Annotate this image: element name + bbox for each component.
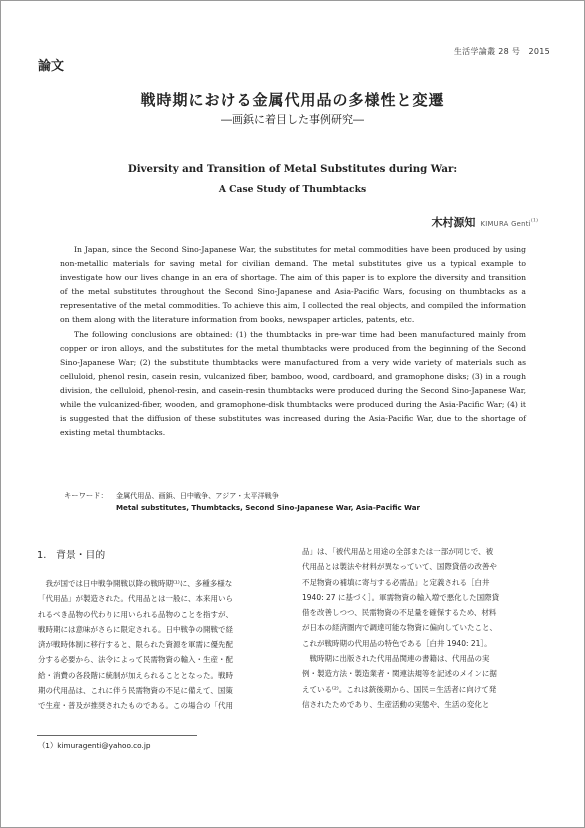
title-japanese: 戦時期における金属代用品の多様性と変遷 (140, 91, 445, 109)
body-line: えている⁽²⁾。これは銃後期から、国民＝生活者に向けて発 (302, 684, 497, 694)
subtitle-english: A Case Study of Thumbtacks (218, 184, 367, 195)
body-line: 不足物資の補填に寄与する必需品」と定義される［白井 (302, 577, 490, 587)
abstract-paragraph-1: In Japan, since the Second Sino-Japanese War, the substitutes for metal commodities have been produced by using non-metallic materials for saving metal for civilian demand. The metal substitutes give us a typical example to investigate how our lives change in an era of shortage. The aim of this paper is to explore the diversity and transition of the metal substitutes throughout the Second Sino-Japanese and Asia-Pacific Wars, focusing on thumbtacks as a representative of the metal commodities. To achieve this aim, I collected the real objects, and compiled the information on them along with the literature information from books, newspaper articles, patents, etc. (60, 245, 526, 325)
footnote: （1）kimuragenti@yahoo.co.jp (38, 741, 151, 750)
author-note-mark: (1) (530, 217, 538, 224)
body-line: これが戦時期の代用品の特色である［白井 1940: 21］。 (302, 638, 492, 648)
author-name-japanese: 木村源知 (431, 216, 476, 229)
body-line: 代用品とは製法や材料が異なっていて、国際貸借の改善や (302, 562, 497, 572)
body-line: れるべき品物の代わりに用いられる品物のことを指すが、 (38, 609, 233, 619)
body-line: 戦時期には意味がさらに限定される。日中戦争の開戦で経 (38, 624, 233, 634)
body-line: 分する必要から、法令によって民需物資の輸入・生産・配 (38, 655, 233, 665)
title-english: Diversity and Transition of Metal Substitutes during War: (127, 163, 458, 175)
body-line: 「代用品」が製造された。代用品とは一般に、本来用いら (38, 594, 233, 604)
author-line (431, 214, 538, 230)
section-heading: 1. 背景・目的 (37, 550, 106, 561)
author-name-english: KIMURA Genti (480, 220, 531, 228)
article-category: 論文 (38, 59, 65, 74)
journal-info: 生活学論叢 28 号 2015 (453, 47, 550, 56)
body-line: 信されたためであり、生産活動の実態や、生活の変化と (302, 699, 490, 709)
body-line: が日本の経済圏内で調達可能な物資に偏向していたこと、 (302, 623, 497, 633)
abstract-paragraph-2: The following conclusions are obtained: (1) the thumbtacks in pre-war time had been manufactured mainly from copper or iron alloys, and the substitutes for the metal thumbtacks were produced from the beginning of the Second Sino-Japanese War; (2) the substitute thumbtacks were manufactured from a very wide variety of materials such as celluloid, phenol resin, casein resin, vulcanized fiber, bamboo, wood, cardboard, and gramophone disks; (3) in a rough division, the celluloid, phenol-resin, and casein-resin thumbtacks were produced during the Second Sino-Japanese War, while the vulcanized-fiber, wooden, and gramophone-disk thumbtacks were produced during the Asia-Pacific War; (4) it is suggested that the diffusion of these substitutes was increased during the Asia-Pacific War, due to the shortage of existing metal thumbtacks. (60, 329, 526, 438)
body-line: 品」は、「被代用品と用途の全部または一部が同じで、被 (302, 547, 494, 556)
body-line: 期の代用品は、これに伴う民需物資の不足に備えて、国策 (38, 686, 233, 696)
body-line: 借を改善しつつ、民需物資の不足量を確保するため、材料 (302, 608, 497, 618)
keywords-english: Metal substitutes, Thumbtacks, Second Sino-Japanese War, Asia-Pacific War (116, 503, 421, 512)
body-column-right (302, 544, 552, 712)
body-line: 我が国では日中戦争開戦以降の戦時期⁽¹⁾に、多種多様な (38, 579, 233, 588)
body-line: 戦時期に出版された代用品関連の書籍は、代用品の実 (302, 654, 490, 664)
keywords-label: キーワード： (64, 491, 108, 500)
body-line: 済が戦時体制に移行すると、限られた資源を軍需に優先配 (38, 640, 233, 650)
abstract (60, 243, 526, 440)
body-line: 例・製造方法・製造業者・関連法規等を記述のメインに据 (302, 669, 497, 679)
footnote-divider (37, 735, 197, 736)
subtitle-japanese: ―画鋲に着目した事例研究― (221, 113, 364, 126)
keywords-japanese: 金属代用品、画鋲、日中戦争、アジア・太平洋戦争 (116, 491, 279, 500)
body-line: 給・消費の各段階に統制が加えられることとなった。戦時 (38, 670, 233, 680)
body-line: で生産・普及が推奨されたものである。この場合の「代用 (38, 701, 233, 711)
body-line: 1940: 27 に基づく］。軍需物資の輸入増で悪化した国際貸 (302, 592, 500, 602)
body-column-left (38, 576, 288, 714)
